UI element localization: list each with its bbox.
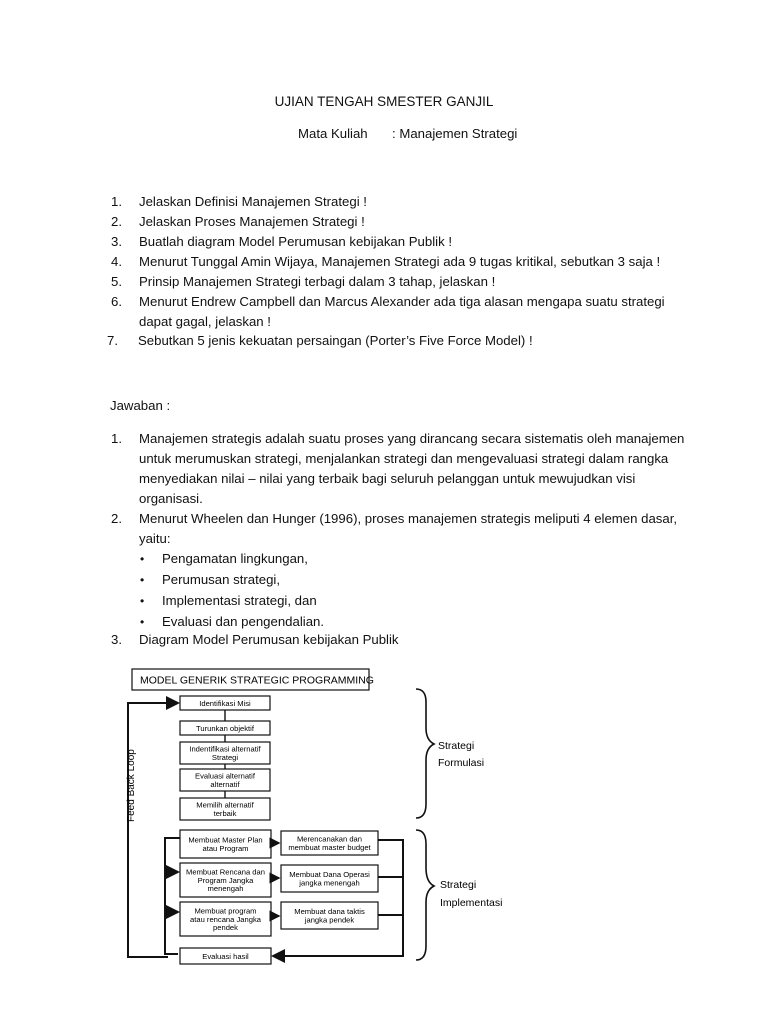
question-text: Sebutkan 5 jenis kekuatan persaingan (Porter’s Five Force Model) ! xyxy=(138,333,533,348)
bullet-dot: • xyxy=(140,615,145,629)
box-text: Membuat program xyxy=(194,906,257,916)
course-value: : Manajemen Strategi xyxy=(392,126,518,141)
box-text: pendek xyxy=(213,923,238,933)
question-number: 1. xyxy=(111,194,122,209)
box-text: Merencanakan dan xyxy=(296,834,363,844)
left-box-7 xyxy=(180,863,271,897)
box-text: jangka pendek xyxy=(304,915,355,925)
box-text: Memilih alternatif xyxy=(196,800,254,810)
brace-implementasi-line1: Strategi xyxy=(440,879,477,891)
box-text: jangka menengah xyxy=(299,878,360,888)
box-text: Program Jangka xyxy=(197,875,254,885)
bullet-text: Pengamatan lingkungan, xyxy=(162,551,308,566)
right-box-2 xyxy=(281,865,378,892)
left-box-4 xyxy=(180,769,270,791)
feedback-loop-line xyxy=(128,703,178,957)
brace-implementasi xyxy=(416,830,434,960)
bullet-text: Implementasi strategi, dan xyxy=(162,593,317,608)
right-loop-1 xyxy=(273,840,403,956)
left-box-3 xyxy=(180,742,270,764)
box-text: Turunkan objektif xyxy=(196,723,254,733)
answer-text: Manajemen strategis adalah suatu proses yang dirancang secara sistematis oleh manajemen xyxy=(139,431,685,446)
left-box-2 xyxy=(180,721,270,735)
bullet-dot: • xyxy=(140,552,145,566)
question-number: 7. xyxy=(107,333,118,348)
brace-formulasi xyxy=(416,689,434,818)
bullet-dot: • xyxy=(140,594,145,608)
course-label: Mata Kuliah xyxy=(298,126,368,141)
box-text: terbaik xyxy=(213,809,237,818)
box-text: alternatif xyxy=(210,780,240,789)
question-text: dapat gagal, jelaskan ! xyxy=(139,314,271,329)
box-text: Identifikasi Misi xyxy=(199,698,251,708)
question-number: 4. xyxy=(111,254,122,269)
brace-formulasi-line1: Strategi xyxy=(438,740,475,752)
answer-text: Menurut Wheelen dan Hunger (1996), proses manajemen strategis meliputi 4 elemen dasar, xyxy=(139,511,678,526)
box-text: atau Program xyxy=(202,844,249,853)
answers-heading: Jawaban : xyxy=(110,398,171,413)
box-text: Membuat Master Plan xyxy=(188,835,263,845)
box-text: Membuat Rencana dan xyxy=(186,867,265,877)
question-number: 3. xyxy=(111,234,122,249)
box-text: Membuat Dana Operasi xyxy=(289,870,370,880)
box-text: menengah xyxy=(207,884,244,894)
answer-number: 2. xyxy=(111,511,122,526)
left-box-6 xyxy=(180,830,271,858)
box-text: Evaluasi hasil xyxy=(202,951,249,961)
answer-text: menyediakan nilai – nilai yang terbaik bagi seluruh pelanggan untuk mewujudkan visi xyxy=(139,471,636,486)
answer-number: 1. xyxy=(111,431,122,446)
answer-text: untuk merumuskan strategi, menjalankan strategi dan mengevaluasi strategi dalam rangka xyxy=(139,451,669,466)
box-text: membuat master budget xyxy=(288,843,371,852)
box-text: Indentifikasi alternatif xyxy=(189,744,261,754)
question-number: 6. xyxy=(111,294,122,309)
box-text: Membuat dana taktis xyxy=(294,907,365,917)
answer-text: organisasi. xyxy=(139,491,203,506)
right-box-column xyxy=(281,831,378,929)
right-box-1 xyxy=(281,831,378,855)
brace-implementasi-line2: Implementasi xyxy=(440,897,503,909)
right-box-3 xyxy=(281,902,378,929)
answer-text: Diagram Model Perumusan kebijakan Publik xyxy=(139,632,399,647)
box-text: Strategi xyxy=(211,753,239,762)
bullet-text: Evaluasi dan pengendalian. xyxy=(162,614,325,629)
box-text: atau rencana Jangka xyxy=(190,914,261,924)
answer-text: yaitu: xyxy=(139,531,171,546)
page-title: UJIAN TENGAH SMESTER GANJIL xyxy=(274,94,494,109)
left-box-9 xyxy=(180,948,271,964)
strategic-programming-diagram xyxy=(120,662,520,982)
left-box-8 xyxy=(180,902,271,936)
question-text: Prinsip Manajemen Strategi terbagi dalam 3 tahap, jelaskan ! xyxy=(139,274,496,289)
question-text: Buatlah diagram Model Perumusan kebijakan Publik ! xyxy=(139,234,453,249)
left-box-5 xyxy=(180,798,270,820)
brace-formulasi-line2: Formulasi xyxy=(438,757,485,769)
question-text: Jelaskan Definisi Manajemen Strategi ! xyxy=(139,194,367,209)
feedback-label: Feed Back Loop xyxy=(126,749,137,822)
question-text: Menurut Endrew Campbell dan Marcus Alexander ada tiga alasan mengapa suatu strategi xyxy=(139,294,665,309)
question-text: Menurut Tunggal Amin Wijaya, Manajemen Strategi ada 9 tugas kritikal, sebutkan 3 saja ! xyxy=(139,254,661,269)
bullet-dot: • xyxy=(140,573,145,587)
answer-number: 3. xyxy=(111,632,122,647)
inner-left-loop xyxy=(165,838,180,954)
bullet-text: Perumusan strategi, xyxy=(162,572,281,587)
question-text: Jelaskan Proses Manajemen Strategi ! xyxy=(139,214,365,229)
question-number: 2. xyxy=(111,214,122,229)
question-number: 5. xyxy=(111,274,122,289)
diagram-header-text: MODEL GENERIK STRATEGIC PROGRAMMING xyxy=(140,674,374,687)
left-box-1 xyxy=(180,696,270,710)
box-text: Evaluasi alternatif xyxy=(195,771,255,781)
